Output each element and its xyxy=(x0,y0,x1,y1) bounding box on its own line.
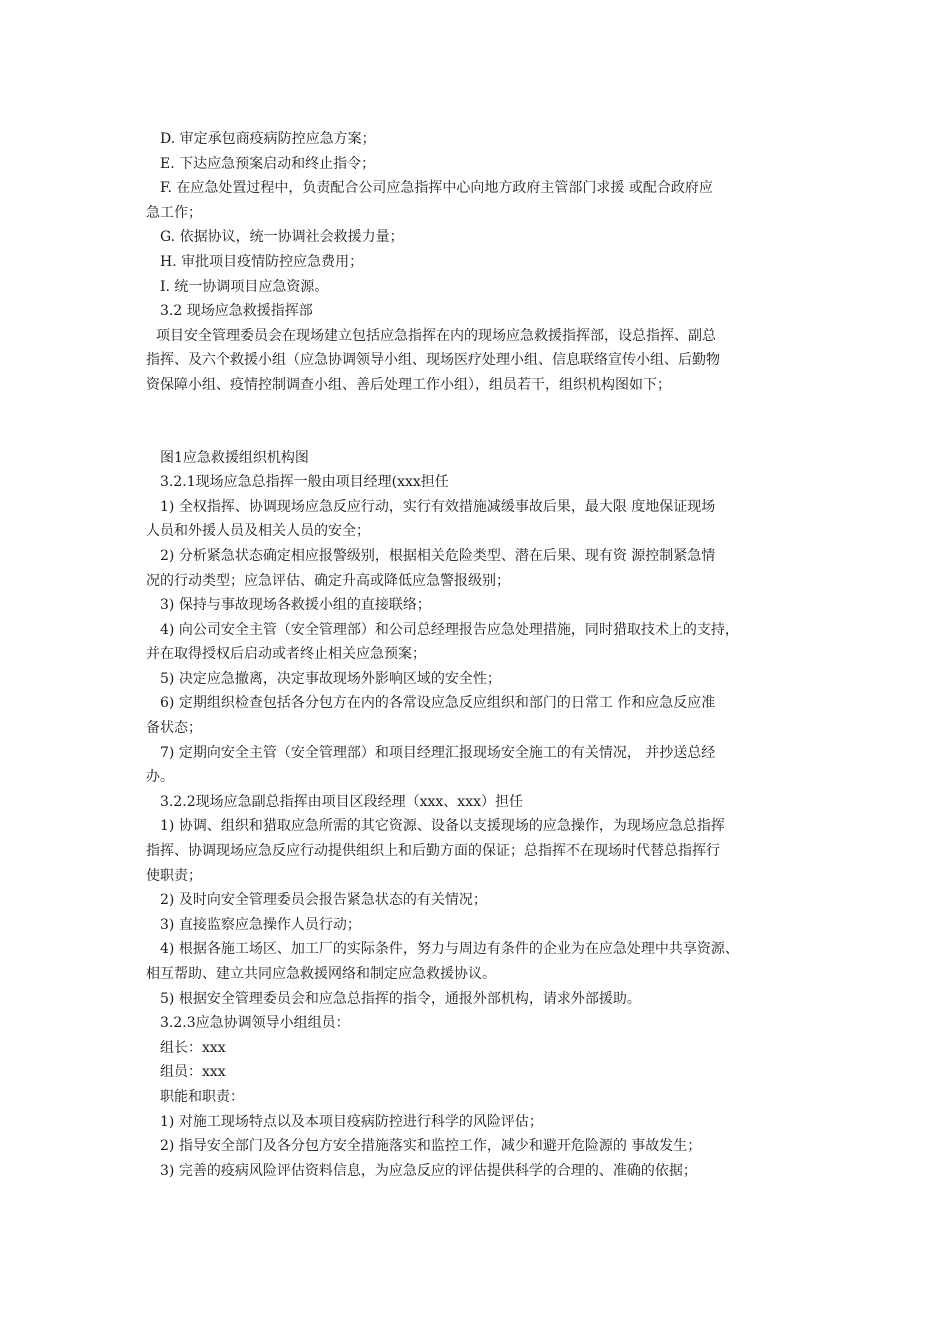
item-321-7-line1: 7) 定期向安全主管（安全管理部）和项目经理汇报现场安全施工的有关情况， 并抄送总经 xyxy=(160,744,716,761)
item-f-line2: 急工作； xyxy=(146,204,202,221)
section-3-2-1-heading: 3.2.1现场应急总指挥一般由项目经理(xxx担任 xyxy=(160,474,449,491)
item-f-line1: F. 在应急处置过程中，负责配合公司应急指挥中心向地方政府主管部门求援 或配合政府应 xyxy=(160,180,713,197)
item-321-4-line1: 4) 向公司安全主管（安全管理部）和公司总经理报告应急处理措施，同时猎取技术上的支持， xyxy=(160,621,739,638)
item-g: G. 依据协议，统一协调社会救援力量； xyxy=(160,229,404,246)
item-d: D. 审定承包商疫病防控应急方案； xyxy=(160,131,376,147)
item-321-7-line2: 办。 xyxy=(146,769,174,786)
item-323-3: 3) 完善的疫病风险评估资料信息，为应急反应的评估提供科学的合理的、准确的依据； xyxy=(160,1162,697,1179)
section-3-2-3-heading: 3.2.3应急协调领导小组组员： xyxy=(160,1015,350,1032)
item-322-1-line3: 使职责； xyxy=(146,867,202,884)
section-3-2-2-heading: 3.2.2现场应急副总指挥由项目区段经理（xxx、xxx）担任 xyxy=(160,793,523,810)
item-322-2: 2) 及时向安全管理委员会报告紧急状态的有关情况； xyxy=(160,892,487,909)
duties-heading: 职能和职责： xyxy=(160,1088,244,1105)
intro-line2: 指挥、及六个救援小组（应急协调领导小组、现场医疗处理小组、信息联络宣传小组、后勤物 xyxy=(146,352,720,369)
item-321-4-line2: 并在取得授权后启动或者终止相关应急预案； xyxy=(146,646,426,663)
item-h: H. 审批项目疫情防控应急费用； xyxy=(160,253,364,270)
item-321-3: 3) 保持与事故现场各救援小组的直接联络； xyxy=(160,597,431,614)
item-321-5: 5) 决定应急撤离，决定事故现场外影响区域的安全性； xyxy=(160,670,501,687)
item-322-1-line2: 指挥、协调现场应急反应行动提供组织上和后勤方面的保证；总指挥不在现场时代替总指挥行 xyxy=(146,843,720,860)
item-322-1-line1: 1) 协调、组织和猎取应急所需的其它资源、设备以支援现场的应急操作，为现场应急总指挥 xyxy=(160,818,725,835)
figure-caption: 图1应急救援组织机构图 xyxy=(160,449,309,466)
figure-space xyxy=(146,398,826,446)
item-i: I. 统一协调项目应急资源。 xyxy=(160,278,329,295)
item-323-1: 1) 对施工现场特点以及本项目疫病防控进行科学的风险评估； xyxy=(160,1113,543,1130)
intro-line3: 资保障小组、疫情控制调查小组、善后处理工作小组），组员若干，组织机构图如下； xyxy=(146,376,671,393)
item-321-2-line1: 2) 分析紧急状态确定相应报警级别，根据相关危险类型、潜在后果、现有资 源控制紧急情 xyxy=(160,547,716,564)
item-321-1-line1: 1) 全权指挥、协调现场应急反应行动，实行有效措施减缓事故后果，最大限 度地保证现场 xyxy=(160,498,716,515)
item-322-3: 3) 直接监察应急操作人员行动； xyxy=(160,916,361,933)
item-322-4-line1: 4) 根据各施工场区、加工厂的实际条件，努力与周边有条件的企业为在应急处理中共享资源、 xyxy=(160,941,739,958)
item-321-2-line2: 况的行动类型；应急评估、确定升高或降低应急警报级别； xyxy=(146,572,510,589)
item-322-4-line2: 相互帮助、建立共同应急救援网络和制定应急救援协议。 xyxy=(146,966,496,982)
item-321-1-line2: 人员和外援人员及相关人员的安全； xyxy=(146,523,370,540)
team-leader: 组长：xxx xyxy=(160,1039,226,1056)
item-322-5: 5) 根据安全管理委员会和应急总指挥的指令，通报外部机构，请求外部援助。 xyxy=(160,990,641,1007)
document-body xyxy=(146,127,826,1183)
item-e: E. 下达应急预案启动和终止指令； xyxy=(160,155,376,172)
section-3-2-heading: 3.2 现场应急救援指挥部 xyxy=(160,303,313,320)
item-321-6-line2: 备状态； xyxy=(146,720,202,737)
item-321-6-line1: 6) 定期组织检查包括各分包方在内的各常设应急反应组织和部门的日常工 作和应急反应准 xyxy=(160,695,716,712)
team-member: 组员：xxx xyxy=(160,1064,226,1081)
intro-line1: 项目安全管理委员会在现场建立包括应急指挥在内的现场应急救援指挥部，设总指挥、副总 xyxy=(156,327,716,344)
item-323-2: 2) 指导安全部门及各分包方安全措施落实和监控工作，减少和避开危险源的 事故发生； xyxy=(160,1138,702,1155)
